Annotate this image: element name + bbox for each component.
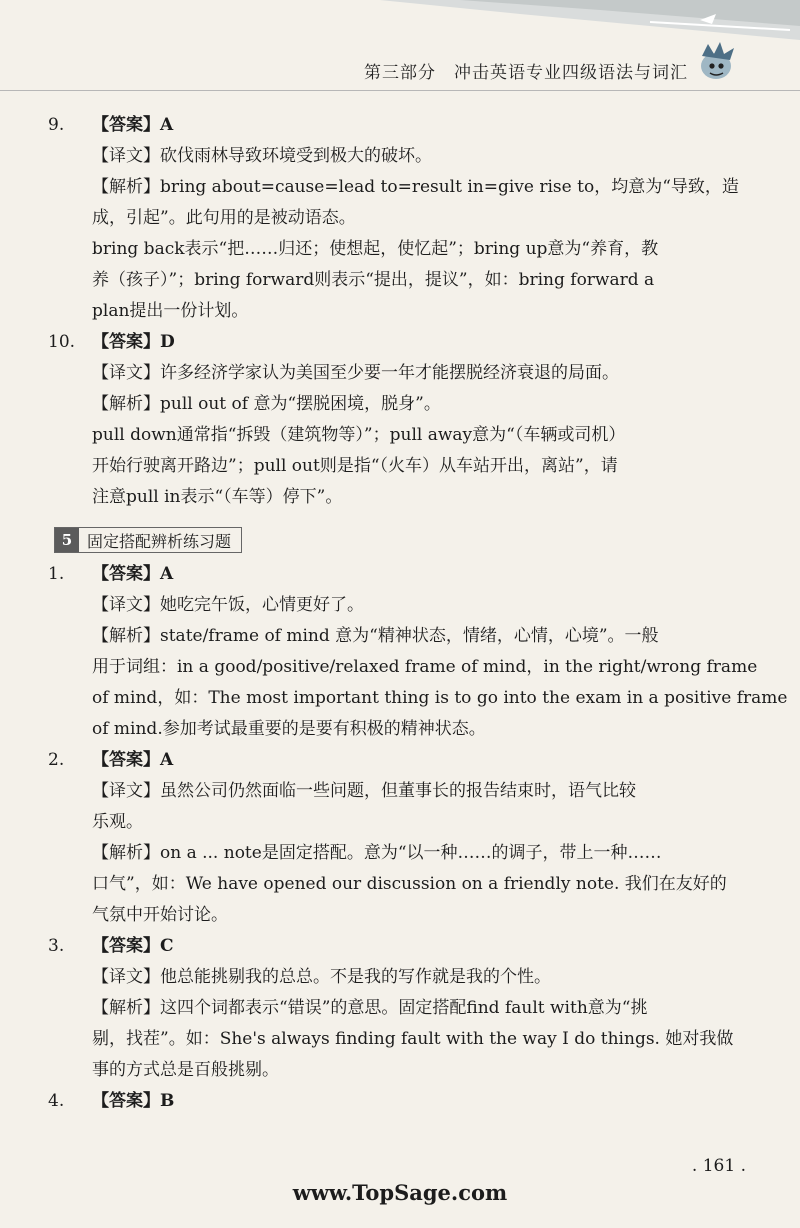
answer-line: 【答案】C [92, 936, 174, 956]
translation-line: 乐观。 [92, 812, 143, 832]
item-number: 10. [48, 332, 76, 352]
answer-item-9 [48, 110, 748, 327]
answer-item-4 [48, 1086, 748, 1117]
answer-line: 【答案】A [92, 750, 174, 770]
answer-line: 【答案】A [92, 564, 174, 584]
analysis-line: 【解析】on a ... note是固定搭配。意为“以一种……的调子，带上一种…… [92, 843, 662, 863]
item-number: 2. [48, 750, 65, 770]
analysis-line: 成，引起”。此句用的是被动语态。 [92, 208, 356, 228]
analysis-line: of mind，如：The most important thing is to go into the exam in a positive frame [92, 688, 788, 708]
item-number: 1. [48, 564, 65, 584]
translation-line: 【译文】许多经济学家认为美国至少要一年才能摆脱经济衰退的局面。 [92, 363, 619, 383]
mascot-icon [690, 42, 742, 84]
translation-line: 【译文】她吃完午饭，心情更好了。 [92, 595, 364, 615]
answer-item-10 [48, 327, 748, 513]
page-number: . 161 . [691, 1156, 746, 1176]
analysis-line: 口气”，如：We have opened our discussion on a friendly note. 我们在友好的 [92, 874, 727, 894]
translation-line: 【译文】砍伐雨林导致环境受到极大的破坏。 [92, 146, 432, 166]
answer-item-3 [48, 931, 748, 1086]
translation-line: 【译文】他总能挑剔我的总总。不是我的写作就是我的个性。 [92, 967, 551, 987]
analysis-line: 【解析】这四个词都表示“错误”的意思。固定搭配find fault with意为“挑 [92, 998, 648, 1018]
analysis-line: 气氛中开始讨论。 [92, 905, 228, 925]
header-rule [0, 90, 800, 91]
translation-line: 【译文】虽然公司仍然面临一些问题，但董事长的报告结束时，语气比较 [92, 781, 636, 801]
section-number: 5 [55, 528, 79, 552]
answer-line: 【答案】B [92, 1091, 175, 1111]
footer-url: www.TopSage.com [292, 1180, 508, 1205]
section-heading [54, 527, 242, 553]
analysis-line: 注意pull in表示“（车等）停下”。 [92, 487, 343, 507]
analysis-line: 【解析】bring about=cause=lead to=result in=give rise to，均意为“导致，造 [92, 177, 739, 197]
analysis-line: 用于词组：in a good/positive/relaxed frame of mind，in the right/wrong frame [92, 657, 758, 677]
analysis-line: plan提出一份计划。 [92, 301, 249, 321]
item-number: 9. [48, 115, 65, 135]
answer-line: 【答案】A [92, 115, 174, 135]
answer-line: 【答案】D [92, 332, 175, 352]
answer-item-2 [48, 745, 748, 931]
running-header: 第三部分 冲击英语专业四级语法与词汇 [364, 63, 688, 83]
item-number: 4. [48, 1091, 65, 1111]
analysis-line: 剔，找茬”。如：She's always finding fault with the way I do things. 她对我做 [92, 1029, 734, 1049]
answer-key-content [48, 110, 788, 1117]
section-title: 固定搭配辨析练习题 [87, 531, 232, 551]
analysis-line: 开始行驶离开路边”；pull out则是指“（火车）从车站开出，离站”，请 [92, 456, 618, 476]
analysis-line: 【解析】state/frame of mind 意为“精神状态，情绪，心情，心境”。一般 [92, 626, 659, 646]
answer-item-1 [48, 559, 788, 745]
analysis-line: 事的方式总是百般挑剔。 [92, 1060, 279, 1080]
analysis-line: of mind.参加考试最重要的是要有积极的精神状态。 [92, 719, 486, 739]
analysis-line: bring back表示“把……归还；使想起，使忆起”；bring up意为“养育，教 [92, 239, 659, 259]
header-decoration [0, 0, 800, 56]
item-number: 3. [48, 936, 65, 956]
analysis-line: pull down通常指“拆毁（建筑物等）”；pull away意为“（车辆或司机） [92, 425, 626, 445]
analysis-line: 养（孩子）”；bring forward则表示“提出，提议”，如：bring forward a [92, 270, 655, 290]
analysis-line: 【解析】pull out of 意为“摆脱困境，脱身”。 [92, 394, 441, 414]
